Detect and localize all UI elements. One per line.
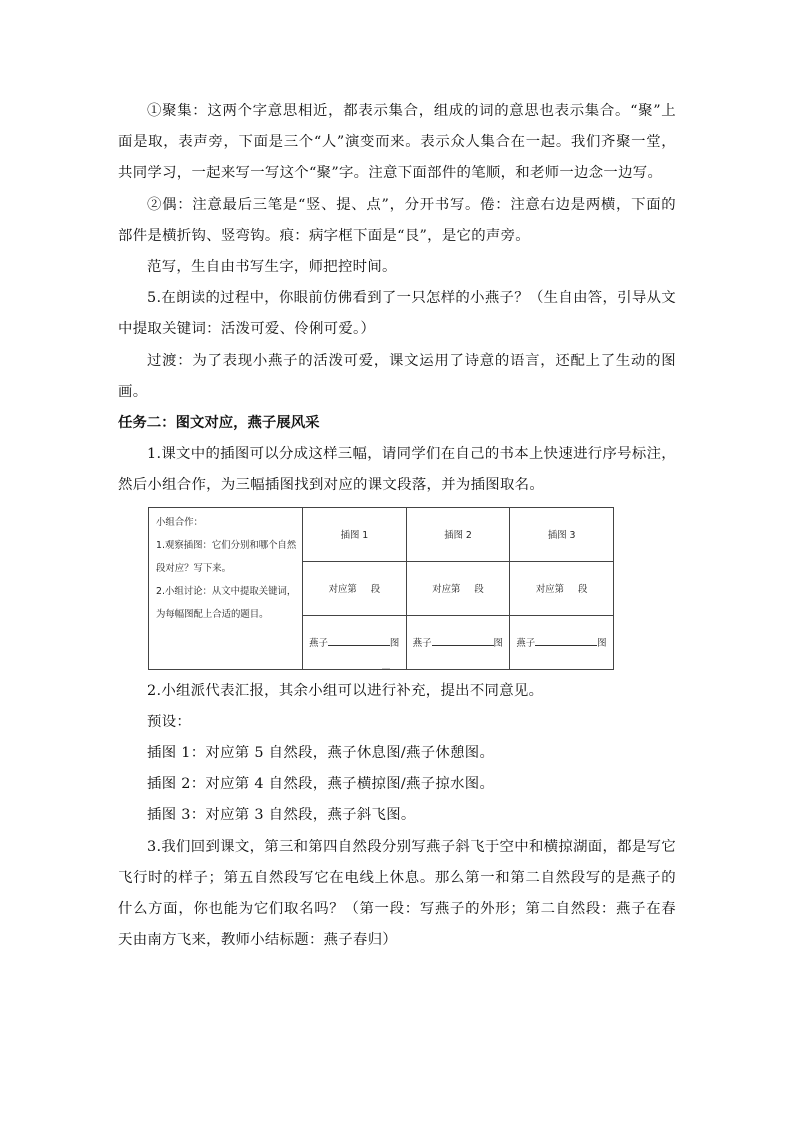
title-cell-3[interactable] [510, 615, 614, 669]
paragraph-suffix: 段 [370, 584, 381, 596]
paragraph-transition: 过渡：为了表现小燕子的活泼可爱，课文运用了诗意的语言，还配上了生动的图画。 [118, 352, 676, 400]
paragraph-question-3: 3.我们回到课文，第三和第四自然段分别写燕子斜飞于空中和横掠湖面，都是写它飞行时的样子；第五自然段写它在电线上休息。那么第一和第二自然段写的是燕子的什么方面，你也能为它们取名吗？（第一段：写燕子的外形；第二自然段：燕子在春天由南方飞来，教师小结标题：燕子春归） [118, 838, 676, 949]
paragraph-prefix: 对应第 [535, 584, 565, 596]
paragraph-prefix: 对应第 [328, 584, 357, 596]
instruction-cell [149, 507, 303, 669]
title-prefix: 燕子 [412, 638, 432, 650]
task-two-heading: 任务二：图文对应，燕子展风采 [118, 415, 320, 432]
blank-line [328, 635, 390, 646]
paragraph-preset-3: 插图 3：对应第 3 自然段，燕子斜飞图。 [147, 807, 416, 824]
group-work-table [148, 507, 614, 670]
title-suffix: 图 [597, 638, 607, 650]
paragraph-suffix: 段 [474, 584, 484, 596]
header-illustration-1: 插图 1 [303, 507, 407, 561]
title-prefix: 燕子 [309, 638, 328, 650]
paragraph-report: 2.小组派代表汇报，其余小组可以进行补充，提出不同意见。 [147, 682, 544, 699]
instruction-step-1: 1.观察插图：它们分别和哪个自然段对应？写下来。 [156, 539, 297, 574]
blank-line [535, 635, 597, 646]
paragraph-ju-ji: ①聚集：这两个字意思相近，都表示集合，组成的词的意思也表示集合。“聚”上面是取，表声旁，下面是三个“人”演变而来。表示众人集合在一起。我们齐聚一堂，共同学习，一起来写一写这个“聚”字。注意下面部件的笔顺，和老师一边念一边写。 [118, 103, 676, 182]
title-cell-1[interactable] [303, 615, 407, 669]
group-work-table-wrapper [148, 507, 616, 672]
paragraph-task-intro: 1.课文中的插图可以分成这样三幅，请同学们在自己的书本上快速进行序号标注，然后小组合作，为三幅插图找到对应的课文段落，并为插图取名。 [118, 446, 676, 494]
paragraph-preset-2: 插图 2：对应第 4 自然段，燕子横掠图/燕子掠水图。 [147, 776, 495, 793]
title-prefix: 燕子 [516, 638, 536, 650]
paragraph-preset-label: 预设： [147, 713, 192, 730]
paragraph-preset-1: 插图 1：对应第 5 自然段，燕子休息图/燕子休憩图。 [147, 745, 495, 762]
instruction-step-2: 2.小组讨论：从文中提取关键词，为每幅图配上合适的题目。 [156, 585, 297, 620]
paragraph-cell-2[interactable] [406, 561, 510, 615]
paragraph-prefix: 对应第 [432, 584, 461, 596]
title-suffix: 图 [389, 638, 400, 650]
instruction-title: 小组合作： [156, 516, 203, 528]
blank-line [432, 635, 494, 646]
paragraph-cell-1[interactable] [303, 561, 407, 615]
title-suffix: 图 [493, 638, 503, 650]
scan-mark [382, 668, 390, 672]
header-illustration-3: 插图 3 [510, 507, 614, 561]
paragraph-cell-3[interactable] [510, 561, 614, 615]
paragraph-question-5: 5.在朗读的过程中，你眼前仿佛看到了一只怎样的小燕子？（生自由答，引导从文中提取关键词：活泼可爱、伶俐可爱。） [118, 290, 676, 338]
paragraph-fan-xie: 范写，生自由书写生字，师把控时间。 [147, 259, 397, 276]
paragraph-suffix: 段 [578, 584, 588, 596]
paragraph-ou-juan-hen: ②偶：注意最后三笔是“竖、提、点”，分开书写。倦：注意右边是两横，下面的部件是横折钩、竖弯钩。痕：病字框下面是“艮”，是它的声旁。 [118, 196, 676, 244]
document-page [118, 96, 676, 956]
header-illustration-2: 插图 2 [406, 507, 510, 561]
title-cell-2[interactable] [406, 615, 510, 669]
